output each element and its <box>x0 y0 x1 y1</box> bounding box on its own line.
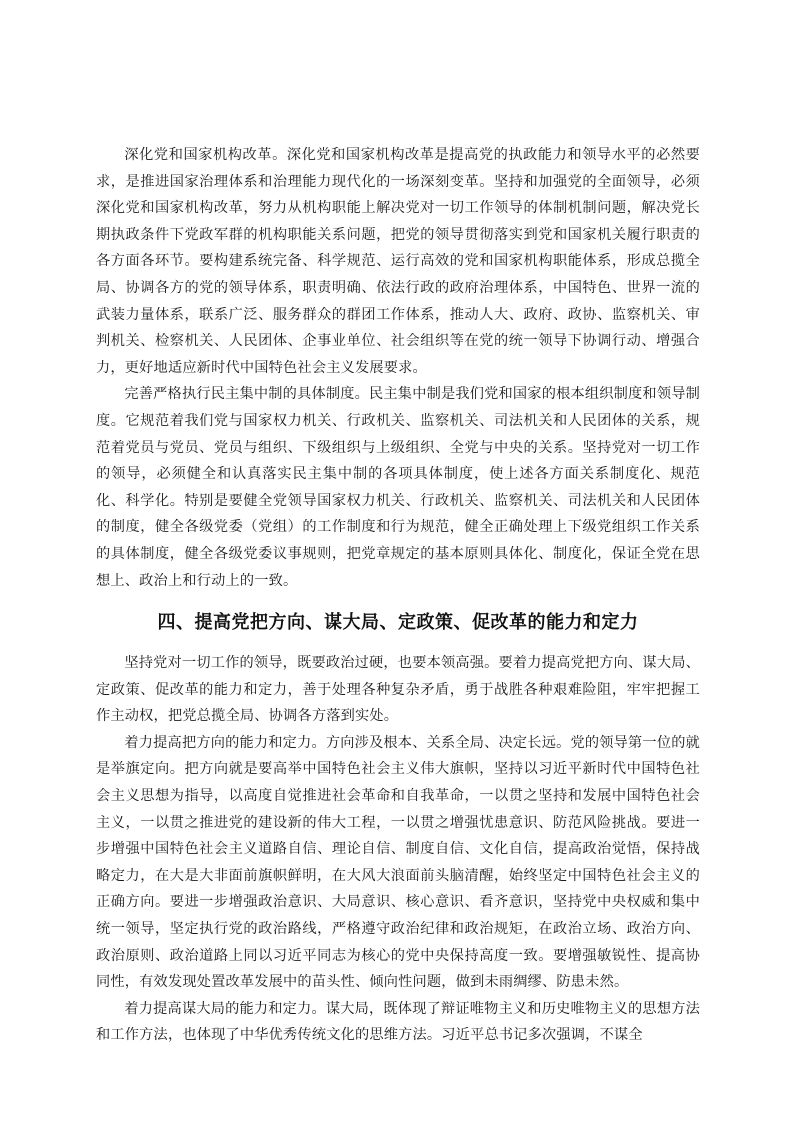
paragraph-direction: 着力提高把方向的能力和定力。方向涉及根本、关系全局、决定长远。党的领导第一位的就是举旗定向。把方向就是要高举中国特色社会主义伟大旗帜，坚持以习近平新时代中国特色社会主义思想为指导，以高度自觉推进社会革命和自我革命，一以贯之坚持和发展中国特色社会主义，一以贯之推进党的建设新的伟大工程，一以贯之增强忧患意识、防范风险挑战。要进一步增强中国特色社会主义道路自信、理论自信、制度自信、文化自信，提高政治觉悟，保持战略定力，在大是大非面前旗帜鲜明，在大风大浪面前头脑清醒，始终坚定中国特色社会主义的正确方向。要进一步增强政治意识、大局意识、核心意识、看齐意识，坚持党中央权威和集中统一领导，坚定执行党的政治路线，严格遵守政治纪律和政治规矩，在政治立场、政治方向、政治原则、政治道路上同以习近平同志为核心的党中央保持高度一致。要增强敏锐性、提高协同性，有效发现处置改革发展中的苗头性、倾向性问题，做到未雨绸缪、防患未然。 <box>96 734 700 991</box>
paragraph-overall-situation: 着力提高谋大局的能力和定力。谋大局，既体现了辩证唯物主义和历史唯物主义的思想方法和工作方法，也体现了中华优秀传统文化的思维方法。习近平总书记多次强调，不谋全 <box>96 1000 700 1044</box>
paragraph-institutional-reform: 深化党和国家机构改革。深化党和国家机构改革是提高党的执政能力和领导水平的必然要求，是推进国家治理体系和治理能力现代化的一场深刻变革。坚持和加强党的全面领导，必须深化党和国家机构改革，努力从机构职能上解决党对一切工作领导的体制机制问题，解决党长期执政条件下党政军群的机构职能关系问题，把党的领导贯彻落实到党和国家机关履行职责的各方面各环节。要构建系统完备、科学规范、运行高效的党和国家机构职能体系，形成总揽全局、协调各方的党的领导体系，职责明确、依法行政的政府治理体系，中国特色、世界一流的武装力量体系，联系广泛、服务群众的群团工作体系，推动人大、政府、政协、监察机关、审判机关、检察机关、人民团体、企事业单位、社会组织等在党的统一领导下协调行动、增强合力，更好地适应新时代中国特色社会主义发展要求。 <box>96 147 700 376</box>
document-body <box>96 142 700 1049</box>
paragraph-leadership-ability: 坚持党对一切工作的领导，既要政治过硬，也要本领高强。要着力提高党把方向、谋大局、定政策、促改革的能力和定力，善于处理各种复杂矛盾，勇于战胜各种艰难险阻，牢牢把握工作主动权，把党总揽全局、协调各方落到实处。 <box>96 655 700 725</box>
paragraph-democratic-centralism: 完善严格执行民主集中制的具体制度。民主集中制是我们党和国家的根本组织制度和领导制度。它规范着我们党与国家权力机关、行政机关、监察机关、司法机关和人民团体的关系，规范着党员与党员、党员与组织、下级组织与上级组织、全党与中央的关系。坚持党对一切工作的领导，必须健全和认真落实民主集中制的各项具体制度，使上述各方面关系制度化、规范化、科学化。特别是要健全党领导国家权力机关、行政机关、监察机关、司法机关和人民团体的制度，健全各级党委（党组）的工作制度和行为规范，健全正确处理上下级党组织工作关系的具体制度，健全各级党委议事规则，把党章规定的基本原则具体化、制度化，保证全党在思想上、政治上和行动上的一致。 <box>96 386 700 589</box>
section-heading-four: 四、提高党把方向、谋大局、定政策、促改革的能力和定力 <box>157 612 639 634</box>
